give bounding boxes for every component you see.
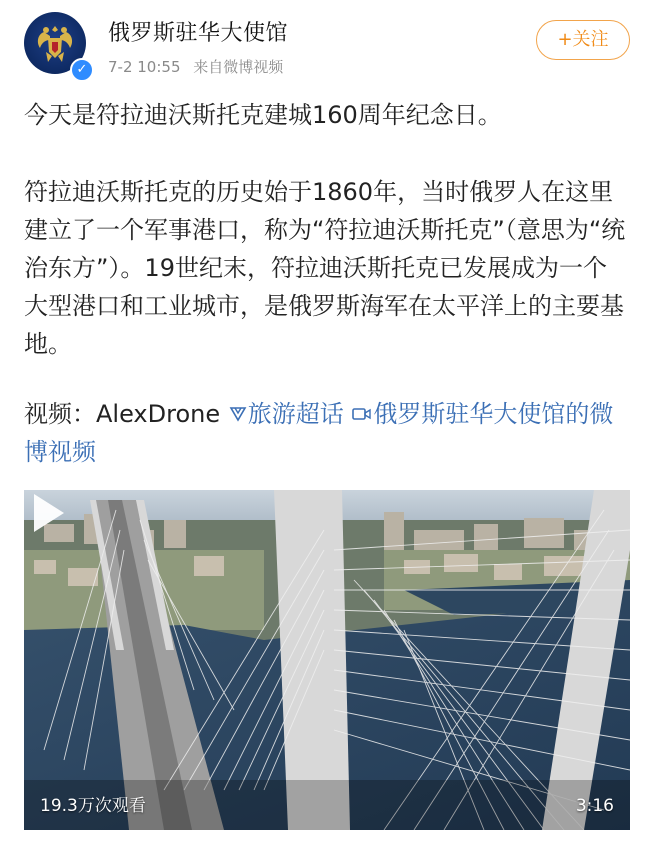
follow-button[interactable]: +关注 xyxy=(536,20,630,60)
channel-link-label[interactable]: 俄罗斯驻华大使馆的微博视频 xyxy=(24,400,614,466)
topic-link-label[interactable]: 旅游超话 xyxy=(247,400,344,428)
video-player[interactable] xyxy=(24,490,630,830)
post-time: 7-2 10:55 xyxy=(108,58,181,76)
video-duration: 3:16 xyxy=(575,796,614,816)
video-attribution xyxy=(24,395,630,471)
post-paragraph-2: 符拉迪沃斯托克的历史始于1860年，当时俄罗人在这里建立了一个军事港口，称为“符拉迪沃斯托克”（意思为“统治东方”）。19世纪末，符拉迪沃斯托克已发展成为一个大型港口和工业城市，是俄罗斯海军在太平洋上的主要基地。 xyxy=(24,178,626,358)
post-meta xyxy=(108,56,291,77)
post-paragraph-1: 今天是符拉迪沃斯托克建城160周年纪念日。 xyxy=(24,101,502,129)
post-header xyxy=(0,0,650,92)
video-camera-icon xyxy=(351,405,373,423)
play-icon[interactable] xyxy=(24,490,70,536)
topic-link[interactable] xyxy=(228,400,344,428)
video-attribution-prefix: 视频：AlexDrone xyxy=(24,400,228,428)
author-name[interactable]: 俄罗斯驻华大使馆 xyxy=(108,21,289,46)
video-view-count: 19.3万次观看 xyxy=(40,796,146,816)
diamond-topic-icon xyxy=(228,405,248,423)
post-source: 来自微博视频 xyxy=(193,58,284,76)
verified-check-icon: ✓ xyxy=(70,58,94,82)
video-thumbnail-bridge xyxy=(24,490,630,830)
